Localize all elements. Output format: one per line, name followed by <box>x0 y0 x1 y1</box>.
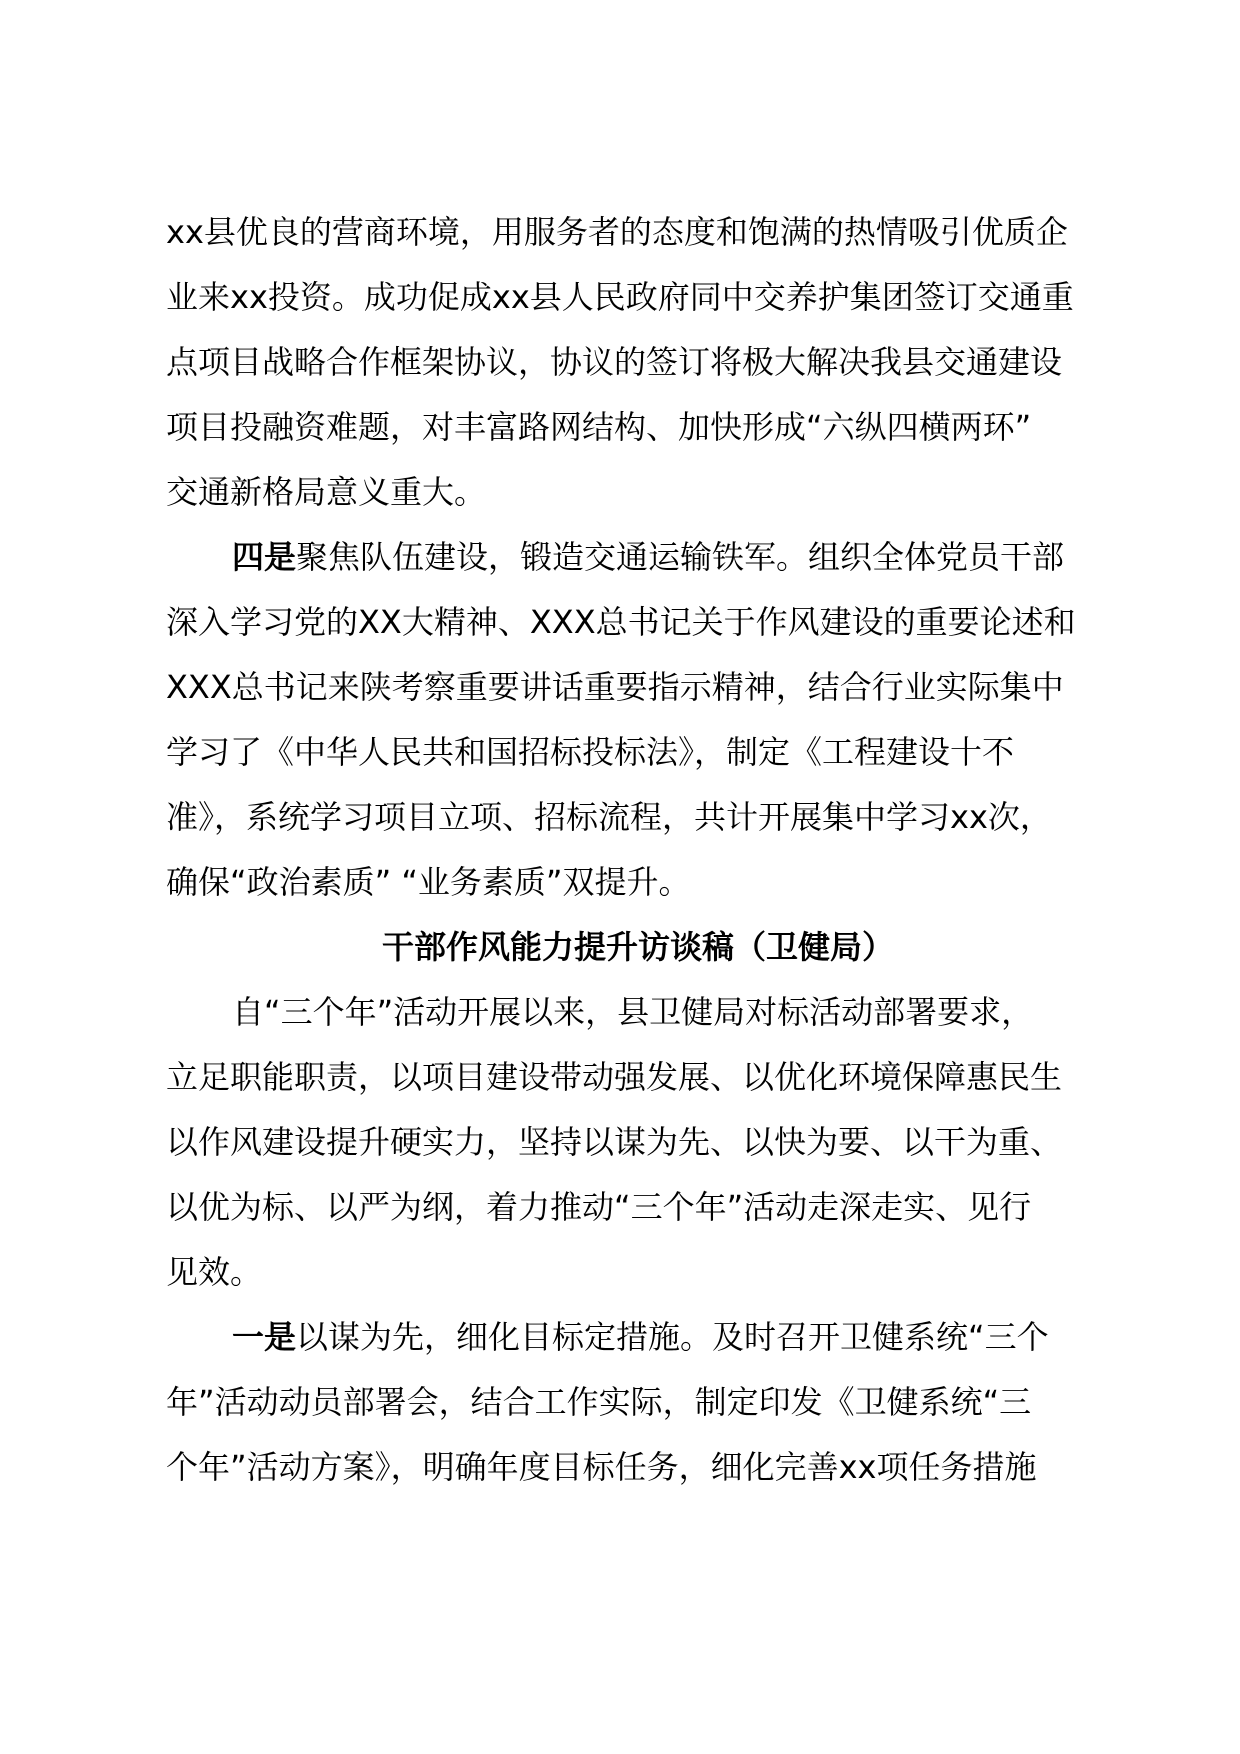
paragraph-2-line-3: XXX总书记来陕考察重要讲话重要指示精神，结合行业实际集中 <box>166 668 1064 706</box>
paragraph-3-line-3: 以作风建设提升硬实力，坚持以谋为先、以快为要、以干为重、 <box>166 1123 1063 1161</box>
paragraph-1-line-2: 业来xx投资。成功促成xx县人民政府同中交养护集团签订交通重 <box>166 278 1074 316</box>
paragraph-3-line-2: 立足职能职责，以项目建设带动强发展、以优化环境保障惠民生 <box>166 1058 1063 1096</box>
paragraph-1-line-3: 点项目战略合作框架协议，协议的签订将极大解决我县交通建设 <box>166 343 1063 381</box>
paragraph-1-line-5: 交通新格局意义重大。 <box>166 473 487 511</box>
document-body <box>166 200 1110 1500</box>
paragraph-2-line-4: 学习了《中华人民共和国招标投标法》，制定《工程建设十不 <box>166 733 1015 771</box>
paragraph-2-line-2: 深入学习党的XX大精神、XXX总书记关于作风建设的重要论述和 <box>166 603 1076 641</box>
section-heading: 干部作风能力提升访谈稿（卫健局） <box>381 928 894 966</box>
paragraph-3-line-4: 以优为标、以严为纲，着力推动“三个年”活动走深走实、见行 <box>166 1188 1032 1226</box>
paragraph-4-line-1-text: 以谋为先，细化目标定措施。及时召开卫健系统“三个 <box>296 1318 1049 1356</box>
paragraph-2-line-5: 准》，系统学习项目立项、招标流程，共计开展集中学习xx次， <box>166 798 1052 836</box>
paragraph-3-line-5: 见效。 <box>166 1253 263 1291</box>
paragraph-3-line-1: 自“三个年”活动开展以来，县卫健局对标活动部署要求， <box>232 993 1034 1031</box>
paragraph-4-lead: 一是 <box>232 1318 297 1356</box>
paragraph-4-line-3: 个年”活动方案》，明确年度目标任务，细化完善xx项任务措施 <box>166 1448 1037 1486</box>
paragraph-2-lead: 四是 <box>232 538 297 576</box>
paragraph-4-line-1 <box>166 1305 1110 1370</box>
paragraph-4-line-2: 年”活动动员部署会，结合工作实际，制定印发《卫健系统“三 <box>166 1383 1032 1421</box>
paragraph-2-line-1 <box>166 525 1110 590</box>
paragraph-1-line-4: 项目投融资难题，对丰富路网结构、加快形成“六纵四横两环” <box>166 408 1032 446</box>
paragraph-2-line-6: 确保“政治素质” “业务素质”双提升。 <box>166 863 691 901</box>
paragraph-2-line-1-text: 聚焦队伍建设，锻造交通运输铁军。组织全体党员干部 <box>296 538 1065 576</box>
paragraph-1-line-1: xx县优良的营商环境，用服务者的态度和饱满的热情吸引优质企 <box>166 213 1068 251</box>
